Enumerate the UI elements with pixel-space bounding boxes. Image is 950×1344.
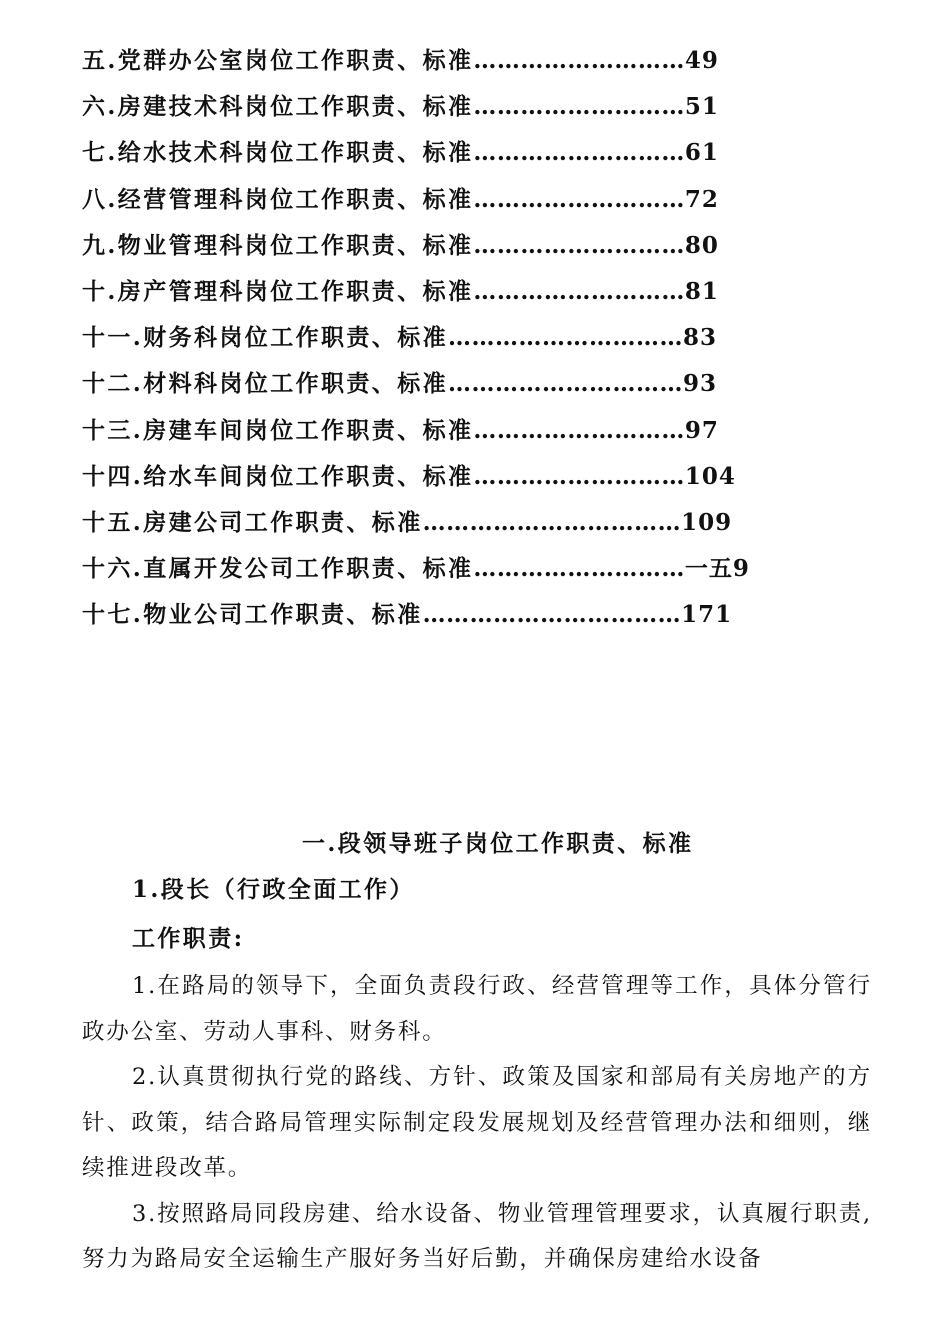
role-heading: 1.段长（行政全面工作）: [132, 876, 415, 903]
toc-page-number: 97: [684, 416, 719, 444]
toc-entry: [82, 408, 882, 454]
toc-entry-label: 六.房建技术科岗位工作职责、标准: [82, 93, 474, 121]
toc-entry: [82, 454, 882, 500]
toc-page-number: 83: [683, 324, 718, 352]
toc-entry-label: 十三.房建车间岗位工作职责、标准: [82, 416, 474, 444]
duty-paragraph: 1.在路局的领导下，全面负责段行政、经营管理等工作，具体分管行政办公室、劳动人事科、财务科。: [82, 973, 872, 1045]
duties-heading: 工作职责:: [132, 925, 245, 952]
table-of-contents: [82, 38, 882, 638]
toc-entry: [82, 315, 882, 361]
toc-entry-label: 十一.财务科岗位工作职责、标准: [82, 324, 449, 352]
toc-page-number: 72: [684, 185, 719, 213]
duty-paragraph: 3.按照路局同段房建、给水设备、物业管理管理要求，认真履行职责,努力为路局安全运输生产服好务当好后勤，并确保房建给水设备: [82, 1200, 872, 1272]
section-title: 一.段领导班子岗位工作职责、标准: [302, 830, 694, 857]
toc-entry: [82, 177, 882, 223]
toc-leader-dots: ………………………: [473, 47, 685, 74]
toc-leader-dots: ………………………: [473, 93, 685, 121]
duties-body: [82, 964, 872, 1283]
toc-entry-label: 十五.房建公司工作职责、标准: [82, 508, 423, 536]
duty-paragraph: 2.认真贯彻执行党的路线、方针、政策及国家和部局有关房地产的方针、政策，结合路局管理实际制定段发展规划及经营管理办法和细则，继续推进段改革。: [82, 1064, 872, 1181]
toc-leader-dots: ………………………: [473, 462, 685, 490]
toc-page-number: 80: [684, 231, 719, 259]
toc-entry-label: 七.给水技术科岗位工作职责、标准: [82, 139, 474, 167]
toc-page-number: 93: [683, 370, 718, 398]
toc-leader-dots: ………………………: [473, 555, 685, 583]
toc-leader-dots: ………………………: [473, 185, 685, 213]
toc-entry-label: 八.经营管理科岗位工作职责、标准: [82, 185, 474, 213]
toc-page-number: 一五9: [684, 555, 750, 583]
toc-entry-label: 十四.给水车间岗位工作职责、标准: [82, 462, 474, 490]
toc-page-number: 171: [681, 601, 733, 629]
toc-entry: [82, 500, 882, 546]
toc-leader-dots: ………………………: [473, 231, 685, 259]
toc-leader-dots: ……………………………: [422, 508, 682, 536]
toc-leader-dots: …………………………: [448, 324, 684, 352]
toc-page-number: 104: [684, 462, 736, 490]
toc-page-number: 81: [684, 277, 719, 305]
toc-entry: [82, 130, 882, 176]
toc-entry: [82, 546, 882, 592]
toc-page-number: 61: [684, 139, 719, 167]
toc-entry-label: 十七.物业公司工作职责、标准: [82, 601, 423, 629]
toc-entry-label: 五.党群办公室岗位工作职责、标准: [82, 47, 474, 74]
toc-entry: [82, 361, 882, 407]
toc-page-number: 109: [681, 508, 733, 536]
toc-entry: [82, 269, 882, 315]
toc-page-number: 51: [684, 93, 719, 121]
toc-leader-dots: ………………………: [473, 277, 685, 305]
toc-entry: [82, 223, 882, 269]
toc-leader-dots: ………………………: [473, 416, 685, 444]
toc-leader-dots: ………………………: [473, 139, 685, 167]
toc-entry-label: 十二.材料科岗位工作职责、标准: [82, 370, 449, 398]
toc-entry: [82, 38, 882, 84]
toc-entry-label: 十六.直属开发公司工作职责、标准: [82, 555, 474, 583]
toc-entry: [82, 84, 882, 130]
toc-page-number: 49: [684, 47, 719, 74]
toc-leader-dots: …………………………: [448, 370, 684, 398]
toc-entry: [82, 592, 882, 638]
toc-entry-label: 九.物业管理科岗位工作职责、标准: [82, 231, 474, 259]
toc-leader-dots: ……………………………: [422, 601, 682, 629]
toc-entry-label: 十.房产管理科岗位工作职责、标准: [82, 277, 474, 305]
